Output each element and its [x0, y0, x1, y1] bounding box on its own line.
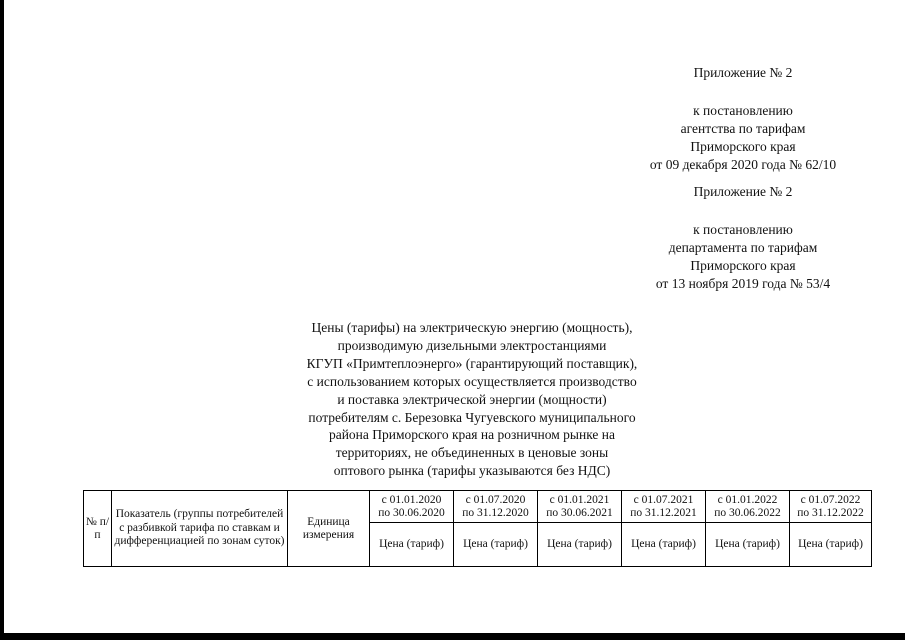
title-line: территориях, не объединенных в ценовые зоны [335, 445, 609, 461]
header-period: с 01.01.2022 по 30.06.2022 [706, 491, 790, 523]
appendix-line: Приморского края [690, 139, 796, 154]
title-line: района Приморского края на розничном рынке на [328, 427, 616, 443]
appendix-line: к постановлению [693, 103, 793, 118]
appendix-line: Приморского края [690, 258, 796, 273]
document-title [262, 319, 682, 480]
title-line: потребителям с. Березовка Чугуевского муниципального [308, 409, 636, 425]
header-price: Цена (тариф) [538, 523, 622, 567]
scan-border-left [0, 0, 4, 640]
title-line: и поставка электрической энергии (мощности) [337, 391, 607, 407]
header-indicator: Показатель (группы потребителей с разбивкой тарифа по ставкам и дифференциацией по зонам суток) [112, 491, 288, 567]
appendix-line: агентства по тарифам [680, 121, 806, 136]
title-line: КГУП «Примтеплоэнерго» (гарантирующий поставщик), [306, 355, 638, 371]
appendix-title: Приложение № 2 [693, 184, 793, 199]
appendix-line: от 09 декабря 2020 года № 62/10 [649, 157, 837, 172]
appendix-title: Приложение № 2 [693, 65, 793, 80]
header-price: Цена (тариф) [370, 523, 454, 567]
header-unit: Единица измерения [288, 491, 370, 567]
tariff-table [83, 490, 872, 567]
header-number: № п/п [84, 491, 112, 567]
title-line: с использованием которых осуществляется производство [307, 373, 637, 389]
appendix-block-2 [583, 183, 903, 293]
appendix-line: от 13 ноября 2019 года № 53/4 [655, 276, 831, 291]
header-period: с 01.07.2021 по 31.12.2021 [622, 491, 706, 523]
header-price: Цена (тариф) [790, 523, 872, 567]
header-period: с 01.07.2022 по 31.12.2022 [790, 491, 872, 523]
header-period: с 01.07.2020 по 31.12.2020 [454, 491, 538, 523]
header-price: Цена (тариф) [454, 523, 538, 567]
table-header-row [84, 491, 872, 523]
title-line: производимую дизельными электростанциями [337, 337, 607, 353]
appendix-line: к постановлению [693, 222, 793, 237]
title-line: Цены (тарифы) на электрическую энергию (мощность), [311, 320, 633, 335]
appendix-line: департамента по тарифам [668, 240, 818, 255]
header-period: с 01.01.2021 по 30.06.2021 [538, 491, 622, 523]
header-price: Цена (тариф) [706, 523, 790, 567]
header-price: Цена (тариф) [622, 523, 706, 567]
header-period: с 01.01.2020 по 30.06.2020 [370, 491, 454, 523]
appendix-block-1 [583, 64, 903, 174]
title-line: оптового рынка (тарифы указываются без НДС) [333, 463, 611, 479]
scan-border-bottom [0, 633, 905, 640]
